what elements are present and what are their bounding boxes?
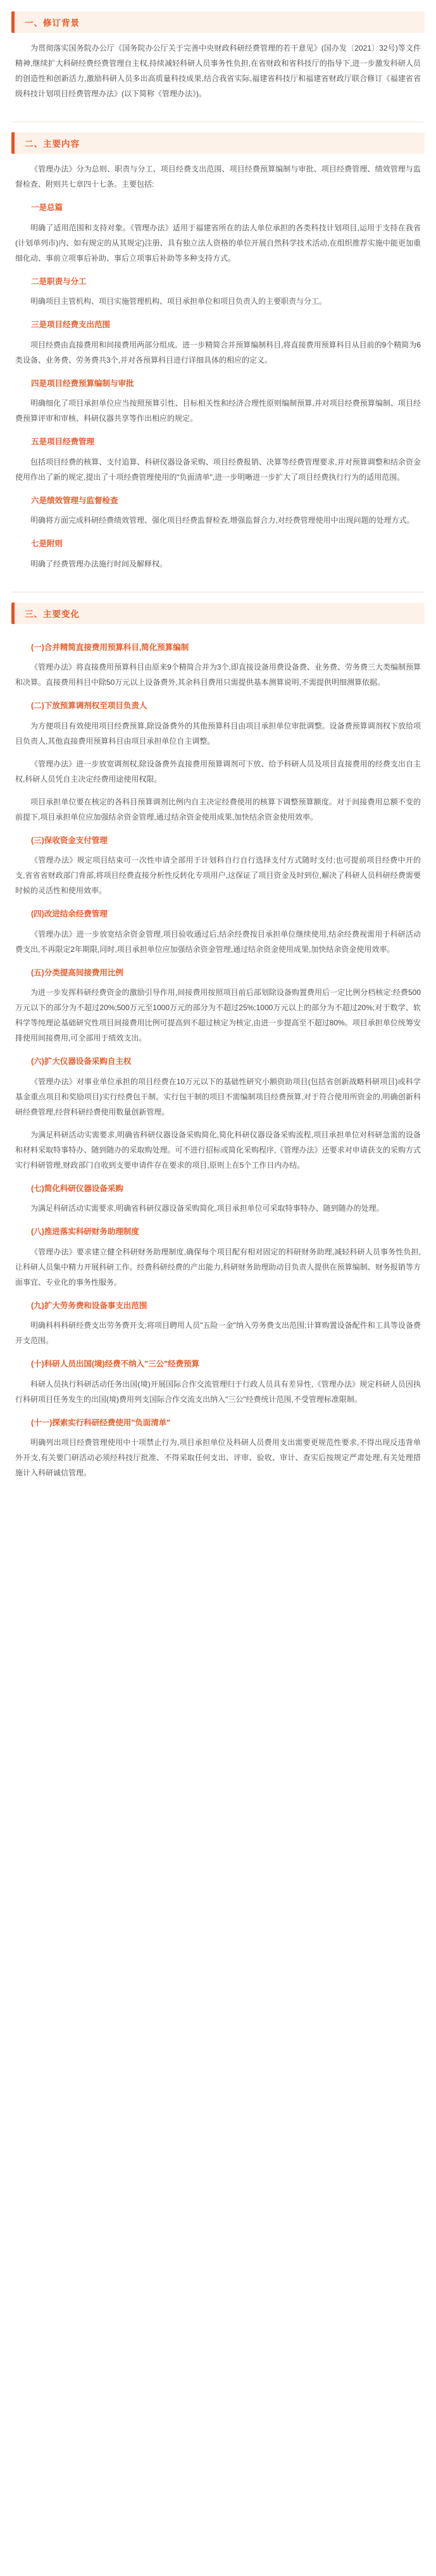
subsection-title: (一)合并精简直接费用预算科目,简化预算编制 (31, 642, 189, 652)
subsection-title: 一是总篇 (31, 203, 63, 212)
paragraph: 为满足科研活动实需要求,明确省科研仪器设备采购简化,项目承担单位可采取特事特办、随到随办的处理。 (30, 1204, 384, 1213)
paragraph: 《管理办法》分为总则、职责与分工、项目经费支出范围、项目经费预算编制与审批、项目经费管理、绩效管理与监督检查、附则共七章四十七条。主要包括: (15, 165, 421, 189)
subsection-title: (二)下放预算调剂权至项目负责人 (31, 701, 147, 710)
paragraph: 为满足科研活动实需要求,明确省科研仪器设备采购简化,简化科研仪器设备采购流程,项目承担单位对科研急需的设备和材料采取特事特办、随到随办的采取购处理。可不进行招标或简化采购程序,《管理办法》还要求对申请获支的采购方式实行科研管理,财政部门自收到支要申请件存在要求的项目,原则上在5个工作日内办结。 (15, 1130, 421, 1170)
subsection-title: (三)保收资金支付管理 (31, 835, 108, 845)
paragraph: 科研人员执行科研活动任务出国(境)开展国际合作交流管理归于行政人员具有差异性,《管理办法》规定科研人员因执行科研项目任务发生的出国(境)费用列支国际合作交流支出纳入"三公"经费统计范围,不受管理标准限制。 (15, 1379, 421, 1404)
paragraph: 《管理办法》对事业单位承担的项目经费在10万元以下的基础性研究小额资助项目(包括省创新战略科研项目)或科学基金重点项目和奖励项目)实行经费包干制。实行包干制的项目不需编制项目经费预算,对于符合使用所资金的,明确创新科研经费管理,经营科研经费使用数量创新管理。 (15, 1077, 421, 1116)
paragraph: 为方便项目有效使用项目经费预算,除设备费外的其他预算科目由项目承担单位审批调整。设备费预算调剂权下放给项目负责人,其他直接费用预算科目由项目承担单位自主调整。 (15, 721, 421, 746)
subsection-title: (六)扩大仪器设备采购自主权 (31, 1057, 132, 1066)
paragraph: 明确科科科研经费支出劳务费开支;将项目聘用人员"五险一金"纳入劳务费支出范围;计算购置设备配件和工具等设备费开支范围。 (15, 1321, 421, 1345)
paragraph: 包括项目经费的核算、支付追算、科研仪器设备采购、项目经费报销、决算等经费管理要求,并对预算调整和结余资金使用作出了新的规定,提出了十项经费管理使用的"负面清单",进一步明晰进一步扩大了项目经费执行行为的适用范围。 (15, 457, 421, 482)
paragraph: 明确列出项目经费管理使用中十项禁止行为,项目承担单位及科研人员费用支出需要更规范性要求,不得出现反违背单外开支,有关要门研活动必须经科技厅批准、不得采取任何支出、评审、验收、审计、查实后按规定严肃处理,有关处理措施计入科研诚信管理。 (15, 1438, 421, 1477)
section-body (11, 39, 425, 113)
subsection-title: (十)科研人员出国(境)经费不纳入"三公"经费预算 (31, 1360, 200, 1368)
paragraph: 明确细化了项目承担单位应当按照预算引性、目标相关性和经济合理性原则编制预算,并对项目经费预算编制、项目经费预算评审和审核、科研仪器共享等作出相应的规定。 (15, 399, 421, 423)
subsection-title: 二是职责与分工 (31, 277, 87, 286)
section-body (11, 630, 425, 1492)
subsection-title: 六是绩效管理与监督检查 (31, 496, 118, 505)
section-heading: 一、修订背景 (11, 11, 425, 33)
paragraph: 明确了经费管理办法施行时间及解释权。 (30, 559, 168, 568)
paragraph: 《管理办法》进一步放宽结余资金管理,项目验收通过后,结余经费按目承担单位继续使用,结余经费视需用于科研活动费支出,不再限定2年期限,同时,项目承担单位应加强结余资金管理,通过结余资金使用成果,加快结余资金使用效率。 (15, 929, 421, 954)
paragraph: 明确项目主管机构、项目实施管理机构、项目承担单位和项目负责人的主要职责与分工。 (30, 297, 327, 306)
document-content (11, 11, 425, 1492)
section-heading: 三、主要变化 (11, 603, 425, 624)
paragraph: 为贯彻落实国务院办公厅《国务院办公厅关于完善中央财政科研经费管理的若干意见》(国办发〔2021〕32号)等文件精神,继续扩大科研经费经费管理自主权,持续减轻科研人员事务性负担,在省财政和省科技厅的指导下,进一步激发科研人员的创造性和创新活力,激励科研人员多出高质量科技成果,结合我省实际,福建省科技厅和福建省财政厅联合修订《福建省省级科技计划项目经费管理办法》(以下简称《管理办法》)。 (15, 44, 421, 98)
paragraph: 明确将方面完成科研经费绩效管理、强化项目经费监督检查,增强监督合力,对经费管理使用中出现问题的处理方式。 (30, 516, 414, 525)
section-body (11, 160, 425, 583)
paragraph: 项目经费由直接费用和间接费用两部分组成。进一步精简合并预算编制科目,将直接费用预算科目从目前的9个精简为6类设备、业务费、劳务费共3个,并对各预算科目进行详细具体的相应的定义。 (15, 340, 421, 365)
subsection-title: 五是项目经费管理 (31, 437, 95, 446)
subsection-title: 七是附则 (31, 539, 63, 548)
subsection-title: 三是项目经费支出范围 (31, 320, 111, 329)
subsection-title: (八)推进落实科研财务助理制度 (31, 1227, 139, 1236)
paragraph: 《管理办法》要求建立健全科研财务助理制度,确保每个项目配有相对固定的科研财务助理,减轻科研人员事务性负担,让科研人员集中精力开展科研工作。经费科研经费的产出能力,科研财务助理助动目负责人提供在预算编制、财务报销等方面事宜、专业化的事务性服务。 (15, 1247, 421, 1287)
subsection-title: (五)分类提高间接费用比例 (31, 968, 123, 977)
paragraph: 项目承担单位要在核定的各科目预算调剂比例内自主决定经费使用的核算下调整预算额度。对于间接费用总额不变的前提下,项目承担单位应加强结余资金管理,通过结余资金使用成果,加快结余资金使用效率。 (15, 797, 421, 822)
subsection-title: (七)简化科研仪器设备采购 (31, 1184, 123, 1193)
subsection-title: (十一)探索实行科研经费使用"负面清单" (31, 1418, 171, 1427)
paragraph: 《管理办法》规定项目结束可一次性申请全部用于计划科自行自行选择支付方式随时支付;也可提前项目经费中开的支,省省省财政部门背部,将项目经费直接分析性反转化专项用户,这保证了项目资金及时到位,解决了科研人员科研经费需要时候的灵活性和使用效率。 (15, 856, 421, 895)
paragraph: 《管理办法》进一步放宽调剂权,除设备费外直接费用预算调剂可下放、给予科研人员及项目直接费用的经费支出自主权,科研人员凭自主决定经费用途使用权限。 (15, 759, 421, 784)
subsection-title: (九)扩大劳务费和设备事支出范围 (31, 1301, 147, 1310)
section-heading: 二、主要内容 (11, 132, 425, 154)
subsection-title: 四是项目经费预算编制与审批 (31, 378, 134, 388)
subsection-title: (四)改进结余经费管理 (31, 910, 108, 918)
paragraph: 《管理办法》将直接费用预算科目由原来9个精简合并为3个,即直接设备用费设备费、业务费、劳务费三大类编制预算和决算。直接费用科目中除50万元以上设备费外,其余科目费用只需提供基本测算说明,不需提供明细测算依据。 (15, 663, 421, 687)
paragraph: 明确了适用范围和支持对象。《管理办法》适用于福建省所在的法人单位承担的各类科技计划项目,运用于支持在我省(计划单列市)内、如有规定的从其规定)注册、具有独立法人资格的单位开展自然科学技术活动,在组织推荐实施中能更加重细化动、事前立项事后补助、事后立项事后补助等多种支持方式。 (15, 223, 421, 263)
paragraph: 为进一步发挥科研经费资金的激励引导作用,间接费用按照项目前后部划除设备购置费用后一定比例分档核定:经费500万元以下的部分为不超过20%;500万元至1000万元的部分为不超过25%;1000万元以上的部分为不超过20%;对于数学、软科学等纯理论基础研究性项目间接费用比例可提高到不超过核定为核定,由进一步提高至不超过80%。项目承担单位统筹安排使用间接费用,可全部用于绩效支出。 (15, 988, 421, 1042)
